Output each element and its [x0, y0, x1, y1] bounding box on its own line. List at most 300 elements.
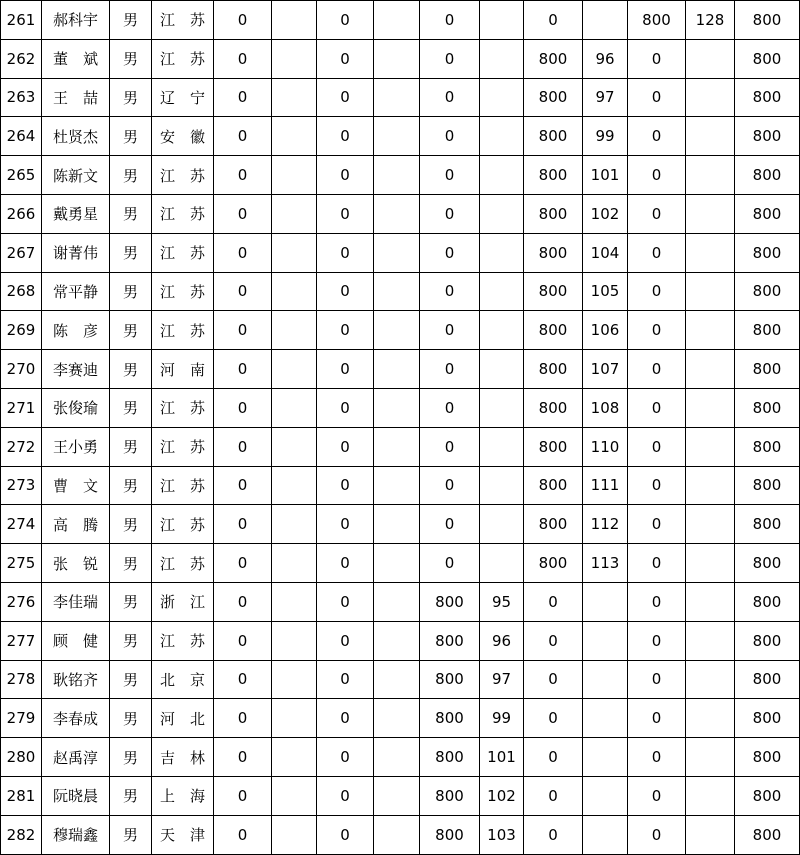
rank-3-cell — [480, 466, 524, 505]
rank-3-cell — [480, 194, 524, 233]
score-3-cell: 800 — [420, 582, 480, 621]
rank-2-cell — [374, 776, 420, 815]
table-row — [1, 544, 800, 583]
table-row — [1, 738, 800, 777]
total-cell: 800 — [735, 815, 800, 854]
rank-1-cell — [272, 117, 317, 156]
score-1-cell: 0 — [214, 621, 272, 660]
table-row — [1, 78, 800, 117]
rank-3-cell — [480, 505, 524, 544]
score-1-cell: 0 — [214, 699, 272, 738]
rank-2-cell — [374, 194, 420, 233]
rank-1-cell — [272, 427, 317, 466]
gender-cell: 男 — [110, 660, 152, 699]
rank-5-cell — [686, 505, 735, 544]
score-3-cell: 800 — [420, 699, 480, 738]
row-number-cell: 267 — [1, 233, 42, 272]
rank-1-cell — [272, 272, 317, 311]
score-1-cell: 0 — [214, 427, 272, 466]
score-5-cell: 0 — [628, 388, 686, 427]
gender-cell: 男 — [110, 544, 152, 583]
region-cell: 江 苏 — [152, 466, 214, 505]
rank-4-cell — [583, 582, 628, 621]
gender-cell: 男 — [110, 272, 152, 311]
score-5-cell: 0 — [628, 117, 686, 156]
score-4-cell: 800 — [524, 156, 583, 195]
score-3-cell: 0 — [420, 427, 480, 466]
rank-5-cell — [686, 621, 735, 660]
table-row — [1, 350, 800, 389]
rank-1-cell — [272, 660, 317, 699]
rank-5-cell — [686, 194, 735, 233]
total-cell: 800 — [735, 233, 800, 272]
row-number-cell: 268 — [1, 272, 42, 311]
table-row — [1, 311, 800, 350]
rank-1-cell — [272, 311, 317, 350]
score-3-cell: 0 — [420, 233, 480, 272]
region-cell: 河 北 — [152, 699, 214, 738]
gender-cell: 男 — [110, 776, 152, 815]
gender-cell: 男 — [110, 233, 152, 272]
score-2-cell: 0 — [317, 582, 374, 621]
rank-3-cell: 96 — [480, 621, 524, 660]
score-5-cell: 0 — [628, 39, 686, 78]
gender-cell: 男 — [110, 582, 152, 621]
gender-cell: 男 — [110, 194, 152, 233]
rank-3-cell: 101 — [480, 738, 524, 777]
name-cell: 杜贤杰 — [42, 117, 110, 156]
total-cell: 800 — [735, 156, 800, 195]
score-2-cell: 0 — [317, 466, 374, 505]
rank-2-cell — [374, 544, 420, 583]
score-1-cell: 0 — [214, 466, 272, 505]
table-row — [1, 388, 800, 427]
score-5-cell: 0 — [628, 582, 686, 621]
rank-4-cell: 111 — [583, 466, 628, 505]
name-cell: 郝科宇 — [42, 1, 110, 40]
rank-5-cell — [686, 311, 735, 350]
score-5-cell: 0 — [628, 78, 686, 117]
total-cell: 800 — [735, 194, 800, 233]
gender-cell: 男 — [110, 117, 152, 156]
score-5-cell: 0 — [628, 505, 686, 544]
score-3-cell: 0 — [420, 117, 480, 156]
rank-5-cell — [686, 233, 735, 272]
score-3-cell: 0 — [420, 156, 480, 195]
rank-4-cell: 113 — [583, 544, 628, 583]
region-cell: 江 苏 — [152, 194, 214, 233]
rank-5-cell — [686, 776, 735, 815]
table-row — [1, 117, 800, 156]
rank-3-cell — [480, 1, 524, 40]
gender-cell: 男 — [110, 815, 152, 854]
region-cell: 河 南 — [152, 350, 214, 389]
rank-1-cell — [272, 505, 317, 544]
row-number-cell: 271 — [1, 388, 42, 427]
rank-5-cell — [686, 815, 735, 854]
region-cell: 江 苏 — [152, 621, 214, 660]
table-row — [1, 233, 800, 272]
rank-1-cell — [272, 194, 317, 233]
gender-cell: 男 — [110, 466, 152, 505]
gender-cell: 男 — [110, 350, 152, 389]
total-cell: 800 — [735, 388, 800, 427]
region-cell: 安 徽 — [152, 117, 214, 156]
score-4-cell: 800 — [524, 233, 583, 272]
table-row — [1, 621, 800, 660]
score-3-cell: 0 — [420, 466, 480, 505]
score-1-cell: 0 — [214, 776, 272, 815]
rank-5-cell — [686, 544, 735, 583]
rank-2-cell — [374, 117, 420, 156]
row-number-cell: 262 — [1, 39, 42, 78]
rank-3-cell — [480, 427, 524, 466]
rank-5-cell — [686, 388, 735, 427]
row-number-cell: 281 — [1, 776, 42, 815]
score-2-cell: 0 — [317, 194, 374, 233]
table-row — [1, 582, 800, 621]
score-4-cell: 0 — [524, 776, 583, 815]
table-row — [1, 194, 800, 233]
score-5-cell: 0 — [628, 311, 686, 350]
row-number-cell: 272 — [1, 427, 42, 466]
name-cell: 顾 健 — [42, 621, 110, 660]
gender-cell: 男 — [110, 388, 152, 427]
score-3-cell: 0 — [420, 194, 480, 233]
rank-4-cell: 104 — [583, 233, 628, 272]
rank-4-cell: 110 — [583, 427, 628, 466]
rank-4-cell: 105 — [583, 272, 628, 311]
score-2-cell: 0 — [317, 233, 374, 272]
rank-5-cell — [686, 78, 735, 117]
score-4-cell: 0 — [524, 815, 583, 854]
rank-1-cell — [272, 776, 317, 815]
rank-5-cell — [686, 699, 735, 738]
score-5-cell: 0 — [628, 272, 686, 311]
rank-2-cell — [374, 388, 420, 427]
rank-5-cell — [686, 427, 735, 466]
total-cell: 800 — [735, 427, 800, 466]
rank-5-cell — [686, 660, 735, 699]
rank-3-cell — [480, 39, 524, 78]
score-5-cell: 0 — [628, 776, 686, 815]
score-1-cell: 0 — [214, 78, 272, 117]
rank-4-cell — [583, 776, 628, 815]
region-cell: 辽 宁 — [152, 78, 214, 117]
score-2-cell: 0 — [317, 660, 374, 699]
rank-5-cell — [686, 738, 735, 777]
score-2-cell: 0 — [317, 505, 374, 544]
gender-cell: 男 — [110, 738, 152, 777]
region-cell: 江 苏 — [152, 233, 214, 272]
score-1-cell: 0 — [214, 272, 272, 311]
table-row — [1, 505, 800, 544]
name-cell: 李赛迪 — [42, 350, 110, 389]
score-3-cell: 0 — [420, 78, 480, 117]
rank-4-cell — [583, 660, 628, 699]
score-4-cell: 800 — [524, 505, 583, 544]
row-number-cell: 273 — [1, 466, 42, 505]
total-cell: 800 — [735, 660, 800, 699]
rank-4-cell — [583, 699, 628, 738]
score-2-cell: 0 — [317, 776, 374, 815]
score-5-cell: 0 — [628, 815, 686, 854]
score-1-cell: 0 — [214, 505, 272, 544]
table-row — [1, 776, 800, 815]
region-cell: 江 苏 — [152, 311, 214, 350]
rank-2-cell — [374, 815, 420, 854]
region-cell: 江 苏 — [152, 1, 214, 40]
rank-3-cell — [480, 78, 524, 117]
score-3-cell: 0 — [420, 39, 480, 78]
score-4-cell: 800 — [524, 39, 583, 78]
name-cell: 张俊瑜 — [42, 388, 110, 427]
rank-2-cell — [374, 156, 420, 195]
score-5-cell: 0 — [628, 427, 686, 466]
score-3-cell: 0 — [420, 1, 480, 40]
gender-cell: 男 — [110, 621, 152, 660]
score-4-cell: 800 — [524, 311, 583, 350]
score-2-cell: 0 — [317, 699, 374, 738]
row-number-cell: 264 — [1, 117, 42, 156]
rank-2-cell — [374, 233, 420, 272]
gender-cell: 男 — [110, 427, 152, 466]
score-1-cell: 0 — [214, 388, 272, 427]
rank-2-cell — [374, 39, 420, 78]
score-5-cell: 0 — [628, 233, 686, 272]
score-2-cell: 0 — [317, 544, 374, 583]
rank-4-cell: 107 — [583, 350, 628, 389]
rank-1-cell — [272, 699, 317, 738]
score-2-cell: 0 — [317, 621, 374, 660]
score-4-cell: 800 — [524, 466, 583, 505]
region-cell: 江 苏 — [152, 156, 214, 195]
name-cell: 曹 文 — [42, 466, 110, 505]
rank-1-cell — [272, 233, 317, 272]
name-cell: 穆瑞鑫 — [42, 815, 110, 854]
score-2-cell: 0 — [317, 272, 374, 311]
score-1-cell: 0 — [214, 738, 272, 777]
score-4-cell: 0 — [524, 738, 583, 777]
score-1-cell: 0 — [214, 117, 272, 156]
row-number-cell: 261 — [1, 1, 42, 40]
row-number-cell: 275 — [1, 544, 42, 583]
score-4-cell: 800 — [524, 272, 583, 311]
score-2-cell: 0 — [317, 350, 374, 389]
row-number-cell: 278 — [1, 660, 42, 699]
score-2-cell: 0 — [317, 1, 374, 40]
name-cell: 戴勇星 — [42, 194, 110, 233]
rank-4-cell: 97 — [583, 78, 628, 117]
score-2-cell: 0 — [317, 117, 374, 156]
region-cell: 上 海 — [152, 776, 214, 815]
gender-cell: 男 — [110, 311, 152, 350]
table-row — [1, 272, 800, 311]
total-cell: 800 — [735, 699, 800, 738]
gender-cell: 男 — [110, 505, 152, 544]
row-number-cell: 270 — [1, 350, 42, 389]
rank-4-cell: 96 — [583, 39, 628, 78]
rank-2-cell — [374, 350, 420, 389]
rank-2-cell — [374, 660, 420, 699]
score-3-cell: 0 — [420, 272, 480, 311]
rank-1-cell — [272, 738, 317, 777]
rank-1-cell — [272, 466, 317, 505]
name-cell: 王小勇 — [42, 427, 110, 466]
score-1-cell: 0 — [214, 1, 272, 40]
total-cell: 800 — [735, 738, 800, 777]
score-3-cell: 0 — [420, 544, 480, 583]
rank-2-cell — [374, 621, 420, 660]
table-row — [1, 427, 800, 466]
score-5-cell: 0 — [628, 194, 686, 233]
rank-1-cell — [272, 544, 317, 583]
name-cell: 张 锐 — [42, 544, 110, 583]
name-cell: 王 喆 — [42, 78, 110, 117]
score-3-cell: 800 — [420, 776, 480, 815]
row-number-cell: 269 — [1, 311, 42, 350]
score-1-cell: 0 — [214, 582, 272, 621]
score-4-cell: 800 — [524, 544, 583, 583]
table-row — [1, 815, 800, 854]
name-cell: 董 斌 — [42, 39, 110, 78]
score-3-cell: 800 — [420, 621, 480, 660]
row-number-cell: 277 — [1, 621, 42, 660]
rank-2-cell — [374, 505, 420, 544]
table-row — [1, 39, 800, 78]
rank-1-cell — [272, 815, 317, 854]
score-2-cell: 0 — [317, 156, 374, 195]
total-cell: 800 — [735, 117, 800, 156]
rank-4-cell: 99 — [583, 117, 628, 156]
score-1-cell: 0 — [214, 815, 272, 854]
region-cell: 天 津 — [152, 815, 214, 854]
score-1-cell: 0 — [214, 233, 272, 272]
region-cell: 江 苏 — [152, 427, 214, 466]
score-3-cell: 800 — [420, 815, 480, 854]
score-1-cell: 0 — [214, 660, 272, 699]
rank-1-cell — [272, 621, 317, 660]
score-4-cell: 0 — [524, 1, 583, 40]
rank-5-cell — [686, 156, 735, 195]
rank-3-cell: 97 — [480, 660, 524, 699]
rank-3-cell — [480, 156, 524, 195]
score-4-cell: 0 — [524, 582, 583, 621]
region-cell: 吉 林 — [152, 738, 214, 777]
name-cell: 赵禹淳 — [42, 738, 110, 777]
name-cell: 陈新文 — [42, 156, 110, 195]
rank-1-cell — [272, 388, 317, 427]
score-1-cell: 0 — [214, 194, 272, 233]
rank-3-cell — [480, 544, 524, 583]
name-cell: 高 腾 — [42, 505, 110, 544]
gender-cell: 男 — [110, 699, 152, 738]
rank-3-cell — [480, 117, 524, 156]
score-2-cell: 0 — [317, 39, 374, 78]
rank-5-cell — [686, 582, 735, 621]
rank-2-cell — [374, 466, 420, 505]
table-row — [1, 156, 800, 195]
rank-4-cell — [583, 621, 628, 660]
rank-3-cell: 102 — [480, 776, 524, 815]
score-4-cell: 800 — [524, 427, 583, 466]
rank-3-cell: 95 — [480, 582, 524, 621]
score-3-cell: 0 — [420, 311, 480, 350]
gender-cell: 男 — [110, 156, 152, 195]
rank-2-cell — [374, 582, 420, 621]
table-row — [1, 466, 800, 505]
score-5-cell: 0 — [628, 350, 686, 389]
rank-3-cell — [480, 350, 524, 389]
row-number-cell: 266 — [1, 194, 42, 233]
score-5-cell: 0 — [628, 544, 686, 583]
name-cell: 李春成 — [42, 699, 110, 738]
rank-3-cell — [480, 233, 524, 272]
rank-4-cell: 102 — [583, 194, 628, 233]
rank-3-cell — [480, 311, 524, 350]
rank-1-cell — [272, 1, 317, 40]
score-2-cell: 0 — [317, 78, 374, 117]
gender-cell: 男 — [110, 78, 152, 117]
total-cell: 800 — [735, 621, 800, 660]
region-cell: 北 京 — [152, 660, 214, 699]
rank-3-cell: 103 — [480, 815, 524, 854]
score-5-cell: 0 — [628, 156, 686, 195]
score-5-cell: 0 — [628, 738, 686, 777]
rank-2-cell — [374, 272, 420, 311]
score-4-cell: 800 — [524, 388, 583, 427]
region-cell: 江 苏 — [152, 39, 214, 78]
score-3-cell: 0 — [420, 505, 480, 544]
score-1-cell: 0 — [214, 39, 272, 78]
score-4-cell: 800 — [524, 78, 583, 117]
rank-5-cell — [686, 350, 735, 389]
total-cell: 800 — [735, 272, 800, 311]
rank-2-cell — [374, 699, 420, 738]
rank-2-cell — [374, 427, 420, 466]
rank-1-cell — [272, 78, 317, 117]
name-cell: 耿铭齐 — [42, 660, 110, 699]
rank-4-cell — [583, 738, 628, 777]
score-4-cell: 0 — [524, 660, 583, 699]
row-number-cell: 279 — [1, 699, 42, 738]
name-cell: 陈 彦 — [42, 311, 110, 350]
score-5-cell: 0 — [628, 660, 686, 699]
rank-4-cell: 101 — [583, 156, 628, 195]
score-2-cell: 0 — [317, 815, 374, 854]
rank-5-cell — [686, 117, 735, 156]
total-cell: 800 — [735, 582, 800, 621]
score-2-cell: 0 — [317, 427, 374, 466]
rank-1-cell — [272, 39, 317, 78]
rank-2-cell — [374, 311, 420, 350]
rank-2-cell — [374, 738, 420, 777]
table-row — [1, 699, 800, 738]
score-4-cell: 800 — [524, 350, 583, 389]
rank-5-cell: 128 — [686, 1, 735, 40]
total-cell: 800 — [735, 776, 800, 815]
table-row — [1, 1, 800, 40]
score-5-cell: 0 — [628, 699, 686, 738]
total-cell: 800 — [735, 350, 800, 389]
total-cell: 800 — [735, 505, 800, 544]
score-4-cell: 800 — [524, 117, 583, 156]
gender-cell: 男 — [110, 1, 152, 40]
row-number-cell: 282 — [1, 815, 42, 854]
score-3-cell: 0 — [420, 350, 480, 389]
score-3-cell: 800 — [420, 738, 480, 777]
name-cell: 常平静 — [42, 272, 110, 311]
